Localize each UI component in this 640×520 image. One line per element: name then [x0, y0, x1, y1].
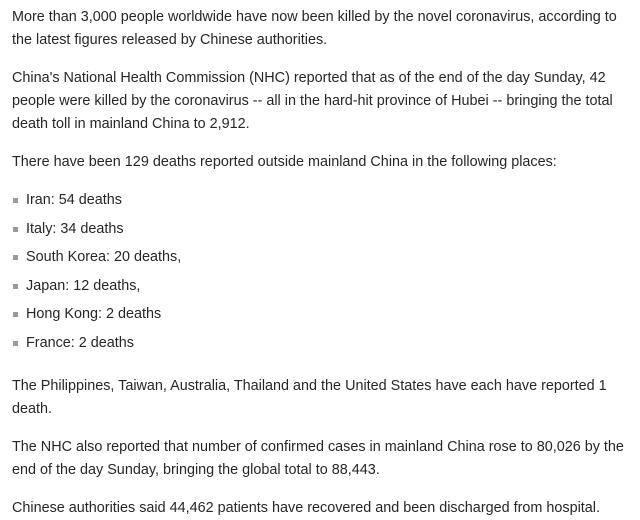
square-bullet-icon	[13, 341, 18, 346]
square-bullet-icon	[13, 198, 18, 203]
list-item	[12, 246, 628, 275]
list-item-text: France: 2 deaths	[26, 334, 134, 351]
list-item-text: Iran: 54 deaths	[26, 192, 123, 208]
square-bullet-icon	[13, 227, 18, 232]
list-item	[12, 332, 628, 361]
list-item	[12, 275, 628, 304]
list-item	[12, 189, 628, 218]
list-item-text: Japan: 12 deaths,	[26, 277, 141, 294]
deaths-by-country-list	[12, 189, 628, 361]
list-item	[12, 303, 628, 332]
paragraph-nhc-report: China's National Health Commission (NHC) reported that as of the end of the day Sunday, 42 people were killed by the coronavirus -- all in the hard-hit province of Hubei -- bringing the total death toll in mainland China to 2,912.	[12, 70, 613, 132]
paragraph-recovered: Chinese authorities said 44,462 patients have recovered and been discharged from hospital.	[12, 499, 600, 516]
paragraph-outside-deaths: There have been 129 deaths reported outside mainland China in the following places:	[12, 154, 557, 170]
paragraph-worldwide-toll: More than 3,000 people worldwide have now been killed by the novel coronavirus, according to the latest figures released by Chinese authorities.	[12, 9, 617, 48]
square-bullet-icon	[13, 312, 18, 317]
paragraph-single-deaths: The Philippines, Taiwan, Australia, Thailand and the United States have each have reported 1 death.	[12, 377, 607, 417]
paragraph-confirmed-cases: The NHC also reported that number of confirmed cases in mainland China rose to 80,026 by the end of the day Sunday, bringing the global total to 88,443.	[12, 438, 624, 478]
list-item-text: South Korea: 20 deaths,	[26, 249, 182, 266]
square-bullet-icon	[13, 255, 18, 260]
list-item	[12, 218, 628, 247]
square-bullet-icon	[13, 284, 18, 289]
list-item-text: Italy: 34 deaths	[26, 220, 124, 237]
list-item-text: Hong Kong: 2 deaths	[26, 306, 162, 323]
